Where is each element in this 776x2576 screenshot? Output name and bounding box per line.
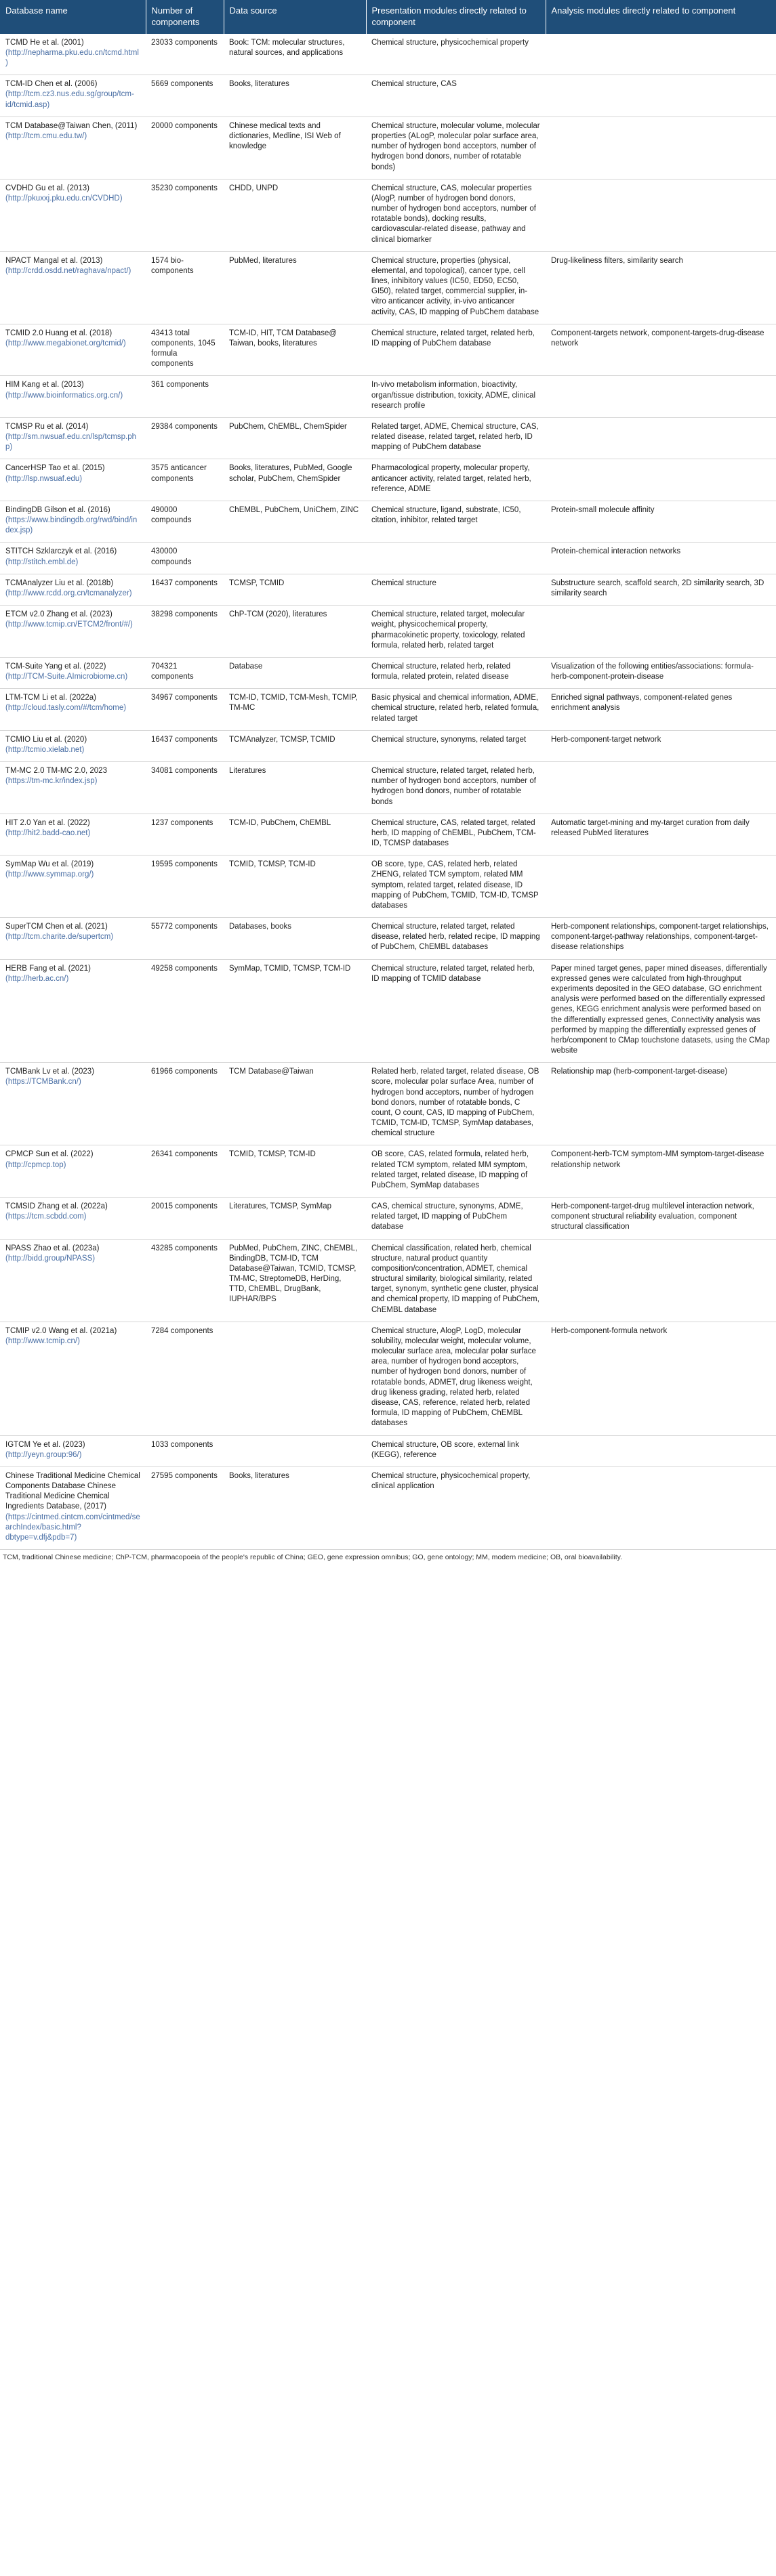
cell-database-name [0,657,146,688]
cell-number-of-components: 43285 components [146,1239,224,1322]
cell-database-name [0,959,146,1063]
cell-database-name [0,501,146,543]
cell-number-of-components: 361 components [146,376,224,418]
database-name-text: CVDHD Gu et al. (2013) [5,184,89,192]
cell-number-of-components: 20015 components [146,1198,224,1240]
database-name-text: TCMID 2.0 Huang et al. (2018) [5,329,113,337]
cell-data-source: TCM-ID, HIT, TCM Database@ Taiwan, books, literatures [224,324,366,376]
table-row [0,689,776,731]
cell-presentation-modules: Related herb, related target, related disease, OB score, molecular polar surface Area, number of hydrogen bond acceptors, number of hydrogen bond donors, number of rotatable bonds, C count, O count, CAS, ID mapping of PubChem, TCMID, TCM-ID, TCMSP, SymMap databases, chemical structure [366,1063,546,1145]
cell-number-of-components: 38298 components [146,606,224,658]
cell-analysis-modules: Visualization of the following entities/associations: formula-herb-component-protein-disease [546,657,776,688]
table-row [0,1322,776,1435]
cell-number-of-components: 7284 components [146,1322,224,1435]
cell-number-of-components: 16437 components [146,730,224,761]
table-row [0,1239,776,1322]
database-url-link[interactable]: (http://pkuxxj.pku.edu.cn/CVDHD) [5,194,123,203]
cell-analysis-modules: Enriched signal pathways, component-related genes enrichment analysis [546,689,776,731]
cell-data-source: Books, literatures [224,1466,366,1549]
cell-presentation-modules: Chemical structure, physicochemical property, clinical application [366,1466,546,1549]
cell-analysis-modules: Herb-component-target network [546,730,776,761]
cell-number-of-components: 29384 components [146,417,224,459]
database-url-link[interactable]: (https://tcm.scbdd.com) [5,1212,87,1221]
cell-number-of-components: 61966 components [146,1063,224,1145]
database-url-link[interactable]: (http://tcmio.xielab.net) [5,745,85,754]
table-row [0,1435,776,1466]
cell-presentation-modules: Chemical structure, related target, related herb, ID mapping of TCMID database [366,959,546,1063]
database-name-text: Chinese Traditional Medicine Chemical Components Database Chinese Traditional Medicine Chemical Ingredients Database, (2017) [5,1471,140,1511]
cell-database-name [0,856,146,918]
cell-analysis-modules: Drug-likeliness filters, similarity search [546,251,776,324]
table-row [0,1063,776,1145]
database-url-link[interactable]: (http://www.tcmip.cn/) [5,1336,80,1345]
database-url-link[interactable]: (http://nepharma.pku.edu.cn/tcmd.html) [5,48,139,68]
table-row [0,251,776,324]
header-presentation-modules: Presentation modules directly related to component [366,0,546,34]
cell-presentation-modules: Chemical structure, related target, related herb, number of hydrogen bond acceptors, number of hydrogen bond donors, number of rotatable bonds [366,762,546,814]
cell-analysis-modules: Component-targets network, component-targets-drug-disease network [546,324,776,376]
cell-analysis-modules [546,606,776,658]
cell-presentation-modules: Chemical structure, properties (physical, elemental, and topological), cancer type, cell lines, inhibitory values (IC50, ED50, EC50, GI50), related target, commercial supplier, in-vitro anticancer activity, in-vivo anticancer activity, CAS, ID mapping of PubChem database [366,251,546,324]
table-row [0,543,776,574]
cell-database-name [0,1198,146,1240]
database-name-text: ETCM v2.0 Zhang et al. (2023) [5,610,113,619]
cell-data-source [224,543,366,574]
cell-analysis-modules: Herb-component-formula network [546,1322,776,1435]
cell-database-name [0,543,146,574]
cell-data-source: Chinese medical texts and dictionaries, Medline, ISI Web of knowledge [224,117,366,179]
cell-data-source: Literatures [224,762,366,814]
cell-analysis-modules [546,459,776,501]
table-row [0,179,776,251]
cell-number-of-components: 26341 components [146,1145,224,1198]
database-url-link[interactable]: (http://TCM-Suite.AImicrobiome.cn) [5,673,128,681]
cell-data-source: ChEMBL, PubChem, UniChem, ZINC [224,501,366,543]
cell-number-of-components: 34967 components [146,689,224,731]
cell-analysis-modules [546,417,776,459]
database-name-text: TCMBank Lv et al. (2023) [5,1068,95,1076]
cell-analysis-modules [546,1435,776,1466]
cell-database-name [0,117,146,179]
database-name-text: NPACT Mangal et al. (2013) [5,256,103,265]
database-url-link[interactable]: (http://bidd.group/NPASS) [5,1254,96,1263]
database-url-link[interactable]: (http://www.rcdd.org.cn/tcmanalyzer) [5,589,132,597]
cell-number-of-components: 1237 components [146,814,224,856]
cell-analysis-modules: Paper mined target genes, paper mined diseases, differentially expressed genes were calculated from high-throughput experiments deposited in the GEO database, GO enrichment analysis were performed based on the differentially expressed genes, KEGG enrichment analysis were performed based on the differentially expressed genes, Connectivity analysis was performed by mapping the differentially expressed genes of herb/component to CMap touchstone datasets, using the CMap website [546,959,776,1063]
table-row [0,918,776,960]
cell-analysis-modules [546,1466,776,1549]
cell-presentation-modules [366,543,546,574]
database-name-text: TCMSID Zhang et al. (2022a) [5,1202,108,1211]
header-number-of-components: Number of components [146,0,224,34]
database-url-link[interactable]: (http://sm.nwsuaf.edu.cn/lsp/tcmsp.php) [5,433,137,452]
cell-analysis-modules: Protein-small molecule affinity [546,501,776,543]
cell-data-source: Books, literatures, PubMed, Google scholar, PubChem, ChemSpider [224,459,366,501]
cell-number-of-components: 43413 total components, 1045 formula components [146,324,224,376]
cell-database-name [0,689,146,731]
cell-analysis-modules: Component-herb-TCM symptom-MM symptom-target-disease relationship network [546,1145,776,1198]
database-name-text: BindingDB Gilson et al. (2016) [5,505,110,514]
cell-analysis-modules [546,117,776,179]
cell-presentation-modules: Chemical structure, related target, molecular weight, physicochemical property, pharmacokinetic property, toxicology, related formula, related herb, related target [366,606,546,658]
cell-presentation-modules: Chemical structure, OB score, external link (KEGG), reference [366,1435,546,1466]
cell-data-source: TCMAnalyzer, TCMSP, TCMID [224,730,366,761]
cell-analysis-modules: Protein-chemical interaction networks [546,543,776,574]
cell-data-source: TCM-ID, PubChem, ChEMBL [224,814,366,856]
database-url-link[interactable]: (http://tcm.charite.de/supertcm) [5,933,114,942]
database-url-link[interactable]: (http://crdd.osdd.net/raghava/npact/) [5,266,131,275]
cell-database-name [0,459,146,501]
database-url-link[interactable]: (http://yeyn.group:96/) [5,1450,82,1459]
cell-database-name [0,34,146,75]
cell-number-of-components: 5669 components [146,75,224,117]
table-row [0,75,776,117]
cell-database-name [0,1063,146,1145]
cell-data-source: CHDD, UNPD [224,179,366,251]
database-url-link[interactable]: (http://cpmcp.top) [5,1160,66,1169]
cell-presentation-modules: In-vivo metabolism information, bioactivity, organ/tissue distribution, toxicity, ADME, clinical research profile [366,376,546,418]
cell-database-name [0,730,146,761]
cell-presentation-modules: Chemical structure, ligand, substrate, IC50, citation, inhibitor, related target [366,501,546,543]
cell-database-name [0,762,146,814]
database-url-link[interactable]: (http://tcm.cmu.edu.tw/) [5,131,87,140]
table-row [0,762,776,814]
header-data-source: Data source [224,0,366,34]
cell-database-name [0,918,146,960]
cell-analysis-modules [546,376,776,418]
database-url-link[interactable]: (http://cloud.tasly.com/#/tcm/home) [5,704,127,713]
table-footnote: TCM, traditional Chinese medicine; ChP-TCM, pharmacopoeia of the people's republic of China; GEO, gene expression omnibus; GO, gene ontology; MM, modern medicine; OB, oral bioavailability. [3,1553,623,1562]
cell-database-name [0,606,146,658]
cell-data-source: PubChem, ChEMBL, ChemSpider [224,417,366,459]
cell-number-of-components: 55772 components [146,918,224,960]
cell-data-source: PubMed, PubChem, ZINC, ChEMBL, BindingDB, TCM-ID, TCM Database@Taiwan, TCMID, TCMSP, TM-MC, StreptomeDB, HerDing, TTD, ChEMBL, DrugBank, IUPHAR/BPS [224,1239,366,1322]
cell-number-of-components: 49258 components [146,959,224,1063]
database-name-text: TCMIO Liu et al. (2020) [5,735,87,744]
database-name-text: LTM-TCM Li et al. (2022a) [5,694,96,702]
cell-analysis-modules: Automatic target-mining and my-target curation from daily released PubMed literatures [546,814,776,856]
cell-data-source: ChP-TCM (2020), literatures [224,606,366,658]
table-row [0,459,776,501]
cell-data-source [224,376,366,418]
database-name-text: TCM Database@Taiwan Chen, (2011) [5,121,138,130]
cell-data-source: Book: TCM: molecular structures, natural sources, and applications [224,34,366,75]
table-row [0,657,776,688]
database-url-link[interactable]: (http://stitch.embl.de) [5,557,79,566]
table-row [0,1466,776,1549]
cell-database-name [0,1435,146,1466]
cell-number-of-components: 490000 compounds [146,501,224,543]
cell-number-of-components: 1033 components [146,1435,224,1466]
cell-data-source: PubMed, literatures [224,251,366,324]
cell-presentation-modules: Chemical structure, related target, related disease, related herb, related recipe, ID mapping of PubChem, ChEMBL databases [366,918,546,960]
cell-data-source: TCMID, TCMSP, TCM-ID [224,1145,366,1198]
database-name-text: CPMCP Sun et al. (2022) [5,1150,94,1159]
cell-presentation-modules: OB score, type, CAS, related herb, related ZHENG, related TCM symptom, related MM symptom, related target, related disease, ID mapping of PubChem, TCMID, TCM-ID, TCMSP databases [366,856,546,918]
cell-presentation-modules: Chemical structure [366,574,546,605]
cell-presentation-modules: Chemical structure, CAS, related target, related herb, ID mapping of ChEMBL, PubChem, TCM-ID, TCMSP databases [366,814,546,856]
cell-data-source: Books, literatures [224,75,366,117]
cell-analysis-modules [546,34,776,75]
database-name-text: IGTCM Ye et al. (2023) [5,1440,85,1449]
cell-data-source: Databases, books [224,918,366,960]
database-name-text: HERB Fang et al. (2021) [5,964,91,973]
cell-presentation-modules: Chemical structure, related target, related herb, ID mapping of PubChem database [366,324,546,376]
database-url-link[interactable]: (http://herb.ac.cn/) [5,974,69,983]
cell-database-name [0,1466,146,1549]
cell-data-source: SymMap, TCMID, TCMSP, TCM-ID [224,959,366,1063]
cell-database-name [0,1239,146,1322]
database-name-text: TM-MC 2.0 TM-MC 2.0, 2023 [5,767,107,776]
database-url-link[interactable]: (http://www.bioinformatics.org.cn/) [5,391,123,400]
table-body [0,34,776,1550]
cell-analysis-modules: Substructure search, scaffold search, 2D similarity search, 3D similarity search [546,574,776,605]
database-name-text: TCM-Suite Yang et al. (2022) [5,662,106,671]
cell-number-of-components: 16437 components [146,574,224,605]
cell-data-source: TCMID, TCMSP, TCM-ID [224,856,366,918]
header-database-name: Database name [0,0,146,34]
cell-database-name [0,75,146,117]
database-url-link[interactable]: (http://www.tcmip.cn/ETCM2/front/#/) [5,620,133,629]
table-header-row [0,0,776,34]
database-name-text: TCMAnalyzer Liu et al. (2018b) [5,578,114,587]
table-row [0,324,776,376]
cell-analysis-modules: Herb-component relationships, component-target relationships, component-target-pathway relationships, component-target-disease relationships [546,918,776,960]
cell-number-of-components: 27595 components [146,1466,224,1549]
cell-database-name [0,1322,146,1435]
table-row [0,856,776,918]
cell-presentation-modules: Chemical structure, CAS, molecular properties (AlogP, number of hydrogen bond donors, number of hydrogen bond acceptors, number of rotatable bonds), docking results, cardiovascular-related disease, pathway and clinical biomarker [366,179,546,251]
cell-presentation-modules: Chemical structure, AlogP, LogD, molecular solubility, molecular weight, molecular volume, molecular surface area, molecular polar surface area, number of hydrogen bond acceptors, number of hydrogen bond donors, number of rotatable bonds, ADMET, drug likeness weight, drug likeness grading, related herb, related disease, CAS, reference, related herb, related formula, ID mapping of PubChem, ChEMBL databases [366,1322,546,1435]
cell-analysis-modules: Relationship map (herb-component-target-disease) [546,1063,776,1145]
table-row [0,501,776,543]
cell-analysis-modules [546,762,776,814]
cell-presentation-modules: Related target, ADME, Chemical structure, CAS, related disease, related target, related herb, ID mapping of PubChem database [366,417,546,459]
table-row [0,814,776,856]
database-name-text: HIT 2.0 Yan et al. (2022) [5,818,90,827]
cell-analysis-modules [546,856,776,918]
cell-data-source: Literatures, TCMSP, SymMap [224,1198,366,1240]
database-name-text: NPASS Zhao et al. (2023a) [5,1244,100,1252]
cell-presentation-modules: Chemical structure, physicochemical property [366,34,546,75]
cell-analysis-modules [546,179,776,251]
cell-number-of-components: 1574 bio- components [146,251,224,324]
database-name-text: HIM Kang et al. (2013) [5,381,84,389]
cell-number-of-components: 3575 anticancer components [146,459,224,501]
cell-data-source: TCM-ID, TCMID, TCM-Mesh, TCMIP, TM-MC [224,689,366,731]
cell-database-name [0,376,146,418]
table-row [0,417,776,459]
database-name-text: CancerHSP Tao et al. (2015) [5,464,105,473]
table-row [0,1198,776,1240]
cell-number-of-components: 34081 components [146,762,224,814]
cell-number-of-components: 20000 components [146,117,224,179]
cell-presentation-modules: Chemical structure, CAS [366,75,546,117]
database-name-text: SuperTCM Chen et al. (2021) [5,923,108,931]
database-name-text: STITCH Szklarczyk et al. (2016) [5,547,117,556]
table-row [0,1145,776,1198]
database-url-link[interactable]: (http://tcm.cz3.nus.edu.sg/group/tcm-id/tcmid.asp) [5,90,134,109]
cell-presentation-modules: Chemical structure, molecular volume, molecular properties (ALogP, molecular polar surface area, number of hydrogen bond acceptors, number of hydrogen bond donors, number of rotatable bonds) [366,117,546,179]
database-url-link[interactable]: (https://cintmed.cintcm.com/cintmed/searchIndex/basic.html?dbtype=v.dfj&pdb=7) [5,1513,140,1542]
cell-number-of-components: 23033 components [146,34,224,75]
database-name-text: TCMSP Ru et al. (2014) [5,422,89,431]
cell-database-name [0,1145,146,1198]
cell-data-source: Database [224,657,366,688]
cell-data-source: TCMSP, TCMID [224,574,366,605]
database-name-text: TCMD He et al. (2001) [5,38,84,47]
table-row [0,376,776,418]
cell-data-source: TCM Database@Taiwan [224,1063,366,1145]
cell-database-name [0,814,146,856]
database-url-link[interactable]: (https://TCMBank.cn/) [5,1078,81,1086]
table-row [0,959,776,1063]
database-url-link[interactable]: (https://www.bindingdb.org/rwd/bind/index.jsp) [5,516,138,535]
cell-presentation-modules: Chemical classification, related herb, chemical structure, natural product quantity composition/concentration, ADMET, chemical structural similarity, biological similarity, related target, synonym, synthetic gene cluster, physical and chemical property, ID mapping of PubChem, ChEMBL database [366,1239,546,1322]
cell-database-name [0,251,146,324]
cell-presentation-modules: Pharmacological property, molecular property, anticancer activity, related target, related herb, reference, ADME [366,459,546,501]
cell-database-name [0,324,146,376]
header-analysis-modules: Analysis modules directly related to component [546,0,776,34]
database-name-text: SymMap Wu et al. (2019) [5,860,94,869]
database-name-text: TCM-ID Chen et al. (2006) [5,80,98,89]
cell-number-of-components: 35230 components [146,179,224,251]
cell-number-of-components: 704321 components [146,657,224,688]
database-url-link[interactable]: (http://www.symmap.org/) [5,870,94,879]
cell-data-source [224,1322,366,1435]
database-url-link[interactable]: (http://lsp.nwsuaf.edu) [5,474,83,483]
database-name-text: TCMIP v2.0 Wang et al. (2021a) [5,1326,117,1335]
cell-presentation-modules: CAS, chemical structure, synonyms, ADME, related target, ID mapping of PubChem database [366,1198,546,1240]
cell-database-name [0,179,146,251]
database-url-link[interactable]: (http://www.megabionet.org/tcmid/) [5,339,126,347]
cell-number-of-components: 19595 components [146,856,224,918]
cell-analysis-modules [546,1239,776,1322]
table-row [0,34,776,75]
cell-analysis-modules [546,75,776,117]
cell-presentation-modules: Chemical structure, related herb, related formula, related protein, related disease [366,657,546,688]
cell-presentation-modules: Chemical structure, synonyms, related target [366,730,546,761]
table-row [0,117,776,179]
cell-data-source [224,1435,366,1466]
cell-number-of-components: 430000 compounds [146,543,224,574]
cell-presentation-modules: OB score, CAS, related formula, related herb, related TCM symptom, related MM symptom, related target, related disease, ID mapping of PubChem, SymMap databases [366,1145,546,1198]
table-row [0,574,776,605]
database-url-link[interactable]: (https://tm-mc.kr/index.jsp) [5,777,98,786]
database-url-link[interactable]: (http://hit2.badd-cao.net) [5,828,91,837]
table-row [0,730,776,761]
table-row [0,606,776,658]
cell-database-name [0,417,146,459]
cell-presentation-modules: Basic physical and chemical information, ADME, chemical structure, related herb, related formula, related target [366,689,546,731]
cell-analysis-modules: Herb-component-target-drug multilevel interaction network, component structural reliability evaluation, component structural classification [546,1198,776,1240]
cell-database-name [0,574,146,605]
